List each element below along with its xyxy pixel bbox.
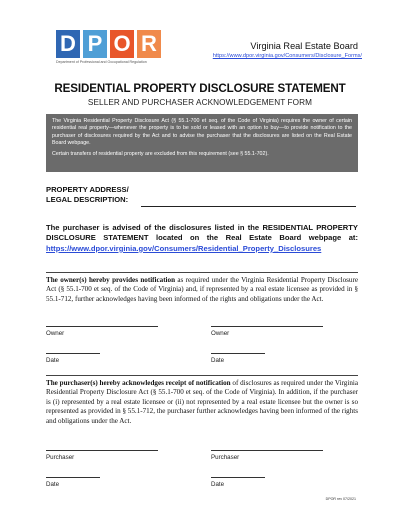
purchaser-signature-line-right[interactable] (211, 450, 323, 451)
purchaser-date-line-right[interactable] (211, 477, 265, 478)
form-title: RESIDENTIAL PROPERTY DISCLOSURE STATEMENT (54, 82, 346, 95)
owner-label-left: Owner (46, 330, 65, 337)
property-label-line-2: LEGAL DESCRIPTION: (46, 195, 129, 205)
advised-statement (46, 223, 358, 254)
board-name: Virginia Real Estate Board (250, 41, 358, 51)
notice-box (46, 114, 358, 172)
owner-notification-paragraph (46, 276, 358, 304)
logo-letter-p: P (83, 30, 107, 58)
notice-paragraph-2: Certain transfers of residential property are excluded from this requirement (see § 55.1-702). (52, 150, 269, 157)
owner-signature-line-right[interactable] (211, 326, 323, 327)
logo-letter-o: O (110, 30, 134, 58)
purchaser-label-right: Purchaser (211, 454, 240, 461)
form-subtitle: SELLER AND PURCHASER ACKNOWLEDGEMENT FORM (87, 98, 313, 107)
owner-date-line-left[interactable] (46, 353, 100, 354)
property-address-field[interactable] (141, 206, 356, 207)
owner-date-line-right[interactable] (211, 353, 265, 354)
owner-date-label-left: Date (46, 357, 60, 364)
disclosures-url-link[interactable]: https://www.dpor.virginia.gov/Consumers/Residential_Property_Disclosures (46, 243, 322, 253)
logo-letter-r: R (137, 30, 161, 58)
purchaser-body-text: of disclosures as required under the Virginia Residential Property Disclosure Act (§ 55.1-700 et seq. of the Code of Virginia). In addition, if the purchaser is (i) represented by a real estate licensee or (ii) not represented by a real estate licensee but the owner is so represented as provided in § 55.1-712, the purchaser further acknowledges having been informed of the rights and obligations under the Act. (46, 379, 358, 425)
purchaser-date-label-left: Date (46, 481, 60, 488)
revision-footer: DPOR rev 07/2021 (325, 497, 356, 501)
purchaser-date-label-right: Date (211, 481, 225, 488)
purchaser-date-line-left[interactable] (46, 477, 100, 478)
owner-body-text: as required under the Virginia Residential Property Disclosure Act (§ 55.1-700 et seq. of the Code of Virginia) and, if represented by a real estate licensee as provided in § 55.1-712, further acknowledges having been informed of the rights and obligations under the Act. (46, 276, 358, 303)
purchaser-signature-line-left[interactable] (46, 450, 158, 451)
owner-lead-text: The owner(s) hereby provides notification (46, 276, 176, 284)
property-address-label (46, 185, 129, 206)
forms-url-link[interactable]: https://www.dpor.virginia.gov/Consumers/Disclosure_Forms/ (212, 53, 362, 59)
owner-signature-line-left[interactable] (46, 326, 158, 327)
purchaser-acknowledgement-paragraph (46, 379, 358, 426)
dpor-logo (56, 30, 162, 64)
purchaser-lead-text: The purchaser(s) hereby acknowledges receipt of notification (46, 379, 231, 387)
owner-date-label-right: Date (211, 357, 225, 364)
advised-text: The purchaser is advised of the disclosures listed in the RESIDENTIAL PROPERTY DISCLOSURE STATEMENT located on the Real Estate Board webpage at: (46, 223, 358, 243)
logo-letter-d: D (56, 30, 80, 58)
property-label-line-1: PROPERTY ADDRESS/ (46, 185, 129, 194)
logo-subtitle: Department of Professional and Occupational Regulation (56, 60, 147, 64)
notice-paragraph-1: The Virginia Residential Property Disclosure Act (§ 55.1-700 et seq. of the Code of Virginia) requires the owner of certain residential real property—whenever the property is to be sold or leased with an option to buy—to provide notification to the purchaser of disclosures required by the Act and to advise the purchaser that the disclosures are listed on the Real Estate Board webpage. (52, 118, 352, 147)
owner-label-right: Owner (211, 330, 230, 337)
purchaser-label-left: Purchaser (46, 454, 75, 461)
section-divider (46, 375, 358, 376)
section-divider (46, 272, 358, 273)
